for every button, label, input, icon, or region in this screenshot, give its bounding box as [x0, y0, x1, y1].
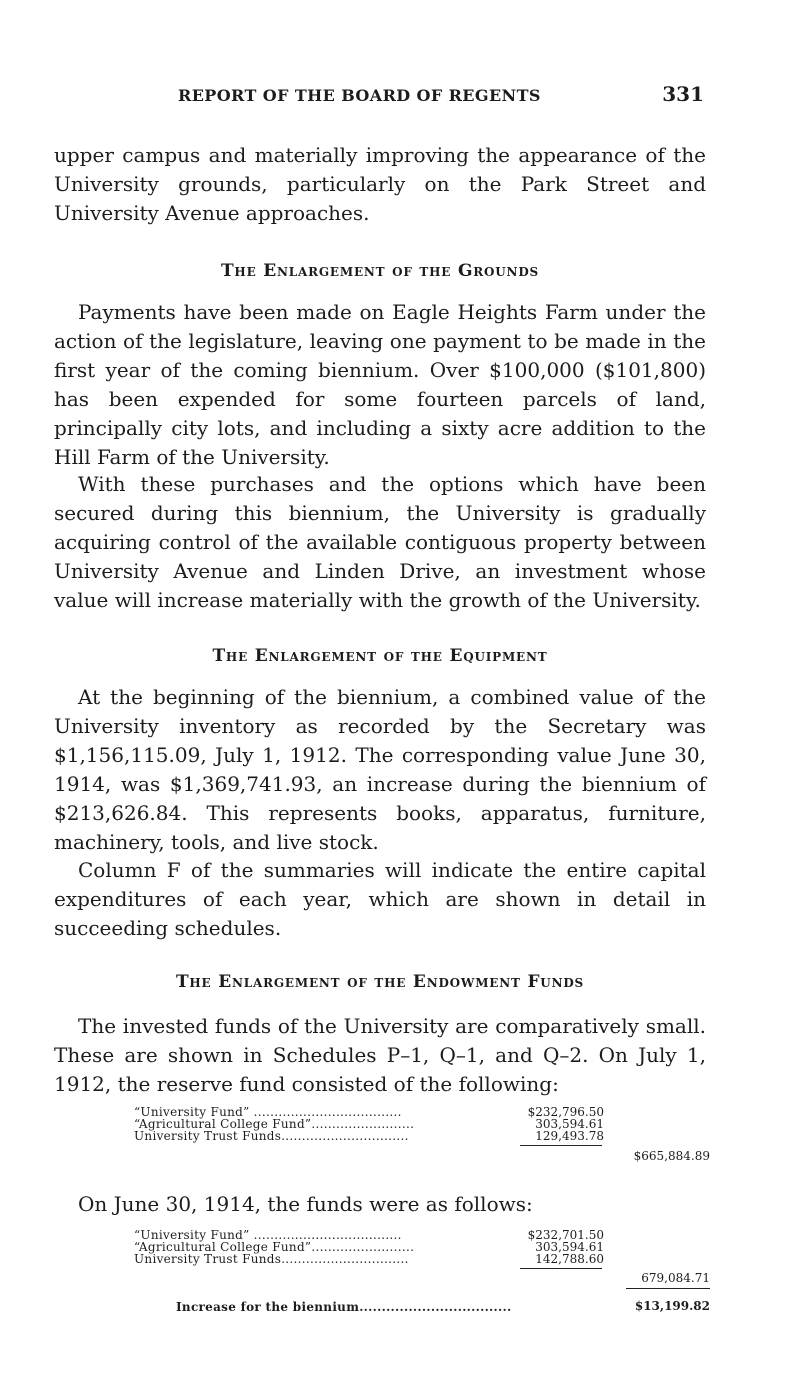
- section-heading-endowment: The Enlargement of the Endowment Funds: [175, 972, 585, 992]
- fund-amount: $232,796.50: [527, 1105, 604, 1119]
- grounds-paragraph-1: Payments have been made on Eagle Heights Farm under the action of the legislature, leaving one payment to be made in the first year of the coming biennium. Over $100,000 ($101,800) has been expended for some fourteen parcels of land, principally city lots, and including a sixty acre addition to the Hill Farm of the University.: [54, 300, 706, 469]
- fund-label: “University Fund” ....................................: [134, 1105, 402, 1119]
- section-heading-equipment: The Enlargement of the Equipment: [212, 646, 548, 666]
- fund-amount: 303,594.61: [535, 1117, 604, 1131]
- endowment-paragraph-1: The invested funds of the University are comparatively small. These are shown in Schedules P–1, Q–1, and Q–2. On July 1, 1912, the reserve fund consisted of the following:: [54, 1014, 706, 1096]
- endowment-paragraph-2: On June 30, 1914, the funds were as follows:: [78, 1192, 533, 1216]
- funds-table-1912: [134, 1106, 604, 1142]
- fund-amount: 129,493.78: [535, 1129, 604, 1143]
- fund-label: “Agricultural College Fund”.........................: [134, 1240, 415, 1254]
- running-header: [54, 82, 706, 110]
- grounds-paragraph-2: With these purchases and the options which have been secured during this biennium, the University is gradually acquiring control of the available contiguous property between University Avenue and Linden Drive, an investment whose value will increase materially with the growth of the University.: [54, 472, 706, 612]
- table-row: [134, 1130, 604, 1142]
- fund-amount: 142,788.60: [535, 1252, 604, 1266]
- increase-amount: $13,199.82: [634, 1299, 710, 1313]
- fund-amount: 303,594.61: [535, 1240, 604, 1254]
- funds-table-1914: [134, 1229, 604, 1265]
- total-1912: $665,884.89: [633, 1149, 710, 1163]
- table-row: [134, 1253, 604, 1265]
- increase-label: Increase for the biennium..................................: [176, 1300, 512, 1314]
- grand-total-rule: [626, 1288, 710, 1289]
- fund-amount: $232,701.50: [527, 1228, 604, 1242]
- fund-label: “University Fund” ....................................: [134, 1228, 402, 1242]
- running-title: REPORT OF THE BOARD OF REGENTS: [178, 86, 541, 105]
- fund-label: University Trust Funds...............................: [134, 1252, 409, 1266]
- section-heading-grounds: The Enlargement of the Grounds: [220, 261, 539, 281]
- subtotal-rule: [520, 1268, 602, 1269]
- fund-label: University Trust Funds...............................: [134, 1129, 409, 1143]
- equipment-paragraph-1: At the beginning of the biennium, a combined value of the University inventory as recorded by the Secretary was $1,156,115.09, July 1, 1912. The corresponding value June 30, 1914, was $1,369,741.93, an increase during the biennium of $213,626.84. This represents books, apparatus, furniture, machinery, tools, and live stock.: [54, 685, 706, 854]
- total-1914: 679,084.71: [641, 1271, 710, 1285]
- fund-label: “Agricultural College Fund”.........................: [134, 1117, 415, 1131]
- intro-paragraph: upper campus and materially improving the appearance of the University grounds, particularly on the Park Street and University Avenue approaches.: [54, 143, 706, 225]
- equipment-paragraph-2: Column F of the summaries will indicate the entire capital expenditures of each year, which are shown in detail in succeeding schedules.: [54, 858, 706, 940]
- page-number: 331: [662, 82, 704, 106]
- subtotal-rule: [520, 1145, 602, 1146]
